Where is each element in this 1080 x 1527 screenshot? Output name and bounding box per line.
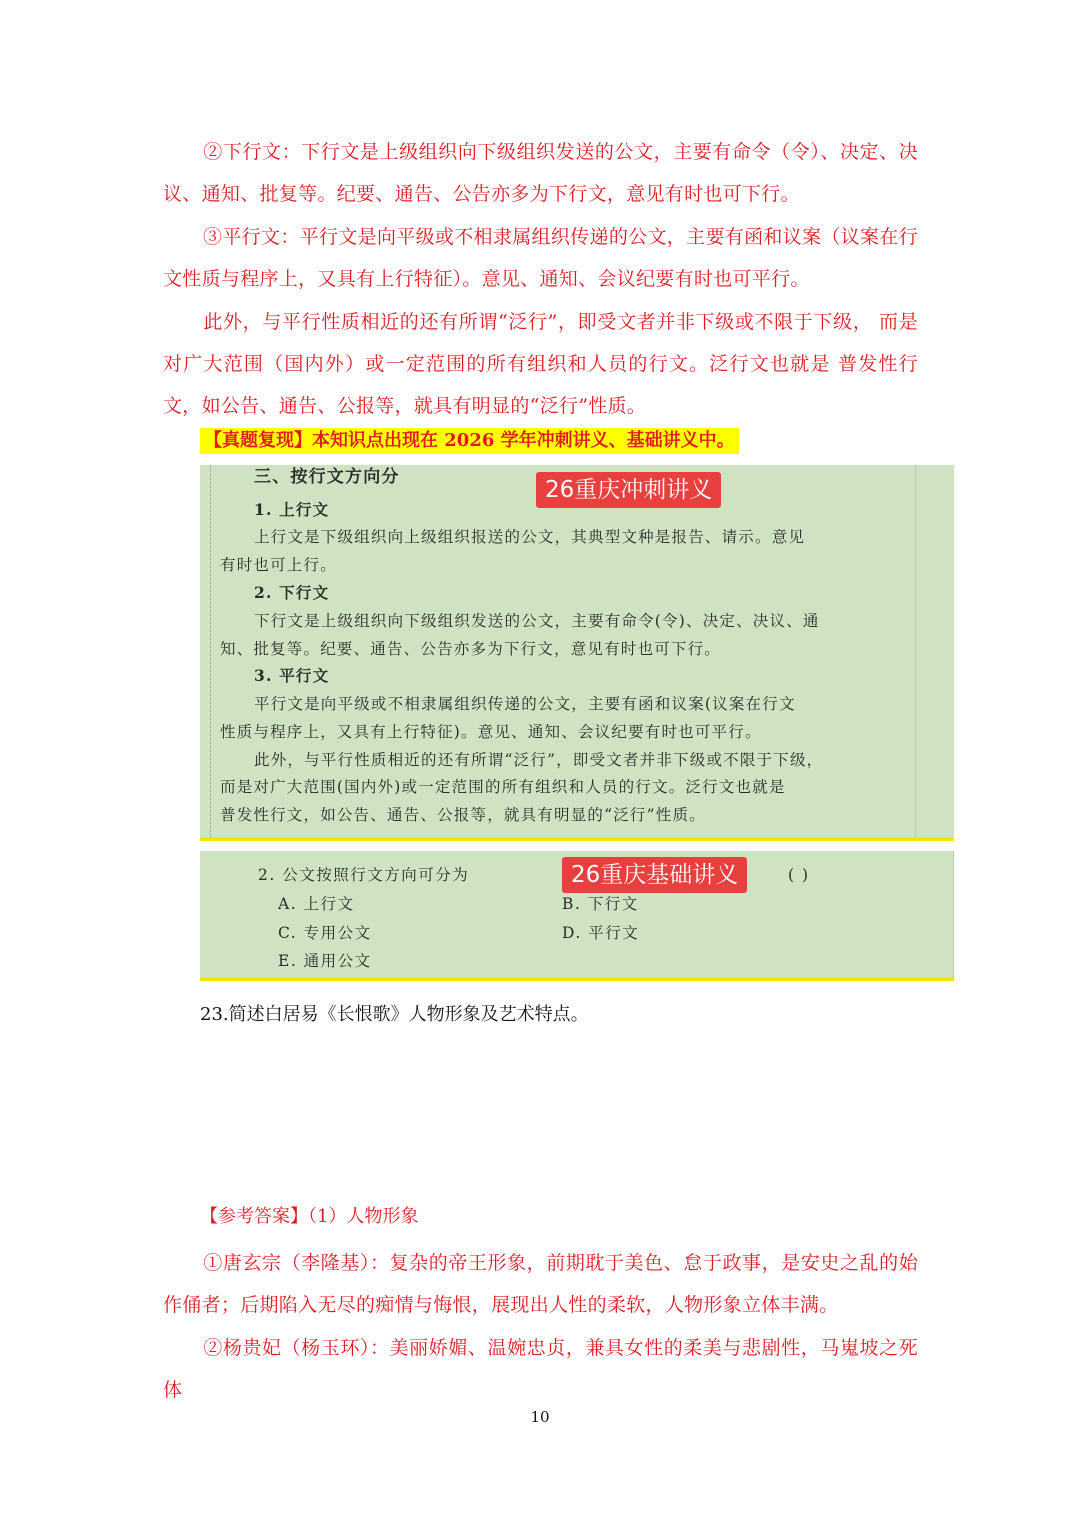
dotted-margin-line: [210, 465, 211, 838]
excerpt-line: 普发性行文，如公告、通告、公报等，就具有明显的“泛行”性质。: [220, 806, 706, 824]
exam-highlight: [200, 428, 739, 454]
basic-handout-stamp: 26重庆基础讲义: [562, 857, 747, 893]
excerpt-line: 上行文是下级组织向上级组织报送的公文，其典型文种是报告、请示。意见: [254, 528, 806, 546]
highlight-text: 本知识点出现在 2026 学年冲刺讲义、基础讲义中。: [312, 430, 735, 451]
answer-title: 【参考答案】（1）人物形象: [200, 1206, 419, 1227]
paragraph-text: 此外，与平行性质相近的还有所谓“泛行”，即受文者并非下级或不限于下级， 而是对广大范围（国内外）或一定范围的所有组织和人员的行文。泛行文也就是 普发性行文，如公告、通告、公报等，就具有明显的“泛行”性质。: [163, 311, 918, 417]
subheading-parallel: 3. 平行文: [254, 666, 330, 685]
paragraph-downward-doc: [163, 131, 918, 215]
option-e: E. 通用公文: [278, 952, 372, 970]
option-d: D. 平行文: [562, 924, 640, 942]
answer-consort: [163, 1327, 918, 1411]
right-border-line: [915, 465, 916, 838]
paragraph-text: ③平行文：平行文是向平级或不相隶属组织传递的公文，主要有函和议案（议案在行文性质与程序上，又具有上行特征）。意见、通知、会议纪要有时也可平行。: [163, 226, 918, 290]
answer-text: ①唐玄宗（李隆基）：复杂的帝王形象，前期耽于美色、怠于政事，是安史之乱的始作俑者；后期陷入无尽的痴情与悔恨，展现出人性的柔软，人物形象立体丰满。: [163, 1252, 918, 1316]
question-stem: 2. 公文按照行文方向可分为: [258, 866, 470, 884]
sprint-handout-stamp: 26重庆冲刺讲义: [536, 472, 721, 508]
excerpt-line: 有时也可上行。: [220, 556, 337, 574]
answer-text: ②杨贵妃（杨玉环）：美丽娇媚、温婉忠贞，兼具女性的柔美与悲剧性，马嵬坡之死体: [163, 1337, 918, 1401]
question-23: 23.简述白居易《长恨歌》人物形象及艺术特点。: [200, 1004, 589, 1025]
excerpt-line: 知、批复等。纪要、通告、公告亦多为下行文，意见有时也可下行。: [220, 640, 722, 658]
answer-emperor: [163, 1242, 918, 1326]
excerpt-image-sprint: [200, 465, 954, 841]
excerpt-line: 此外，与平行性质相近的还有所谓“泛行”，即受文者并非下级或不限于下级，: [254, 751, 824, 769]
excerpt-line: 平行文是向平级或不相隶属组织传递的公文，主要有函和议案(议案在行文: [254, 695, 796, 713]
paragraph-general-doc: [163, 301, 918, 427]
highlight-tag: 【真题复现】: [204, 430, 312, 451]
right-border-line: [953, 851, 954, 978]
option-c: C. 专用公文: [278, 924, 372, 942]
subheading-downward: 2. 下行文: [254, 583, 330, 602]
excerpt-image-basic: [200, 851, 954, 981]
subheading-upward: 1. 上行文: [254, 500, 330, 519]
answer-parentheses: ( ): [788, 866, 810, 884]
option-b: B. 下行文: [562, 895, 639, 913]
excerpt-line: 性质与程序上，又具有上行特征)。意见、通知、会议纪要有时也可平行。: [220, 723, 762, 741]
excerpt-line: 下行文是上级组织向下级组织发送的公文，主要有命令(令)、决定、决议、通: [254, 612, 820, 630]
paragraph-parallel-doc: [163, 216, 918, 300]
page-number: 10: [530, 1408, 550, 1426]
excerpt-line: 而是对广大范围(国内外)或一定范围的所有组织和人员的行文。泛行文也就是: [220, 778, 786, 796]
option-a: A. 上行文: [278, 895, 355, 913]
excerpt-heading: 三、按行文方向分: [254, 467, 400, 487]
paragraph-text: ②下行文：下行文是上级组织向下级组织发送的公文，主要有命令（令）、决定、决议、通知、批复等。纪要、通告、公告亦多为下行文，意见有时也可下行。: [163, 141, 918, 205]
